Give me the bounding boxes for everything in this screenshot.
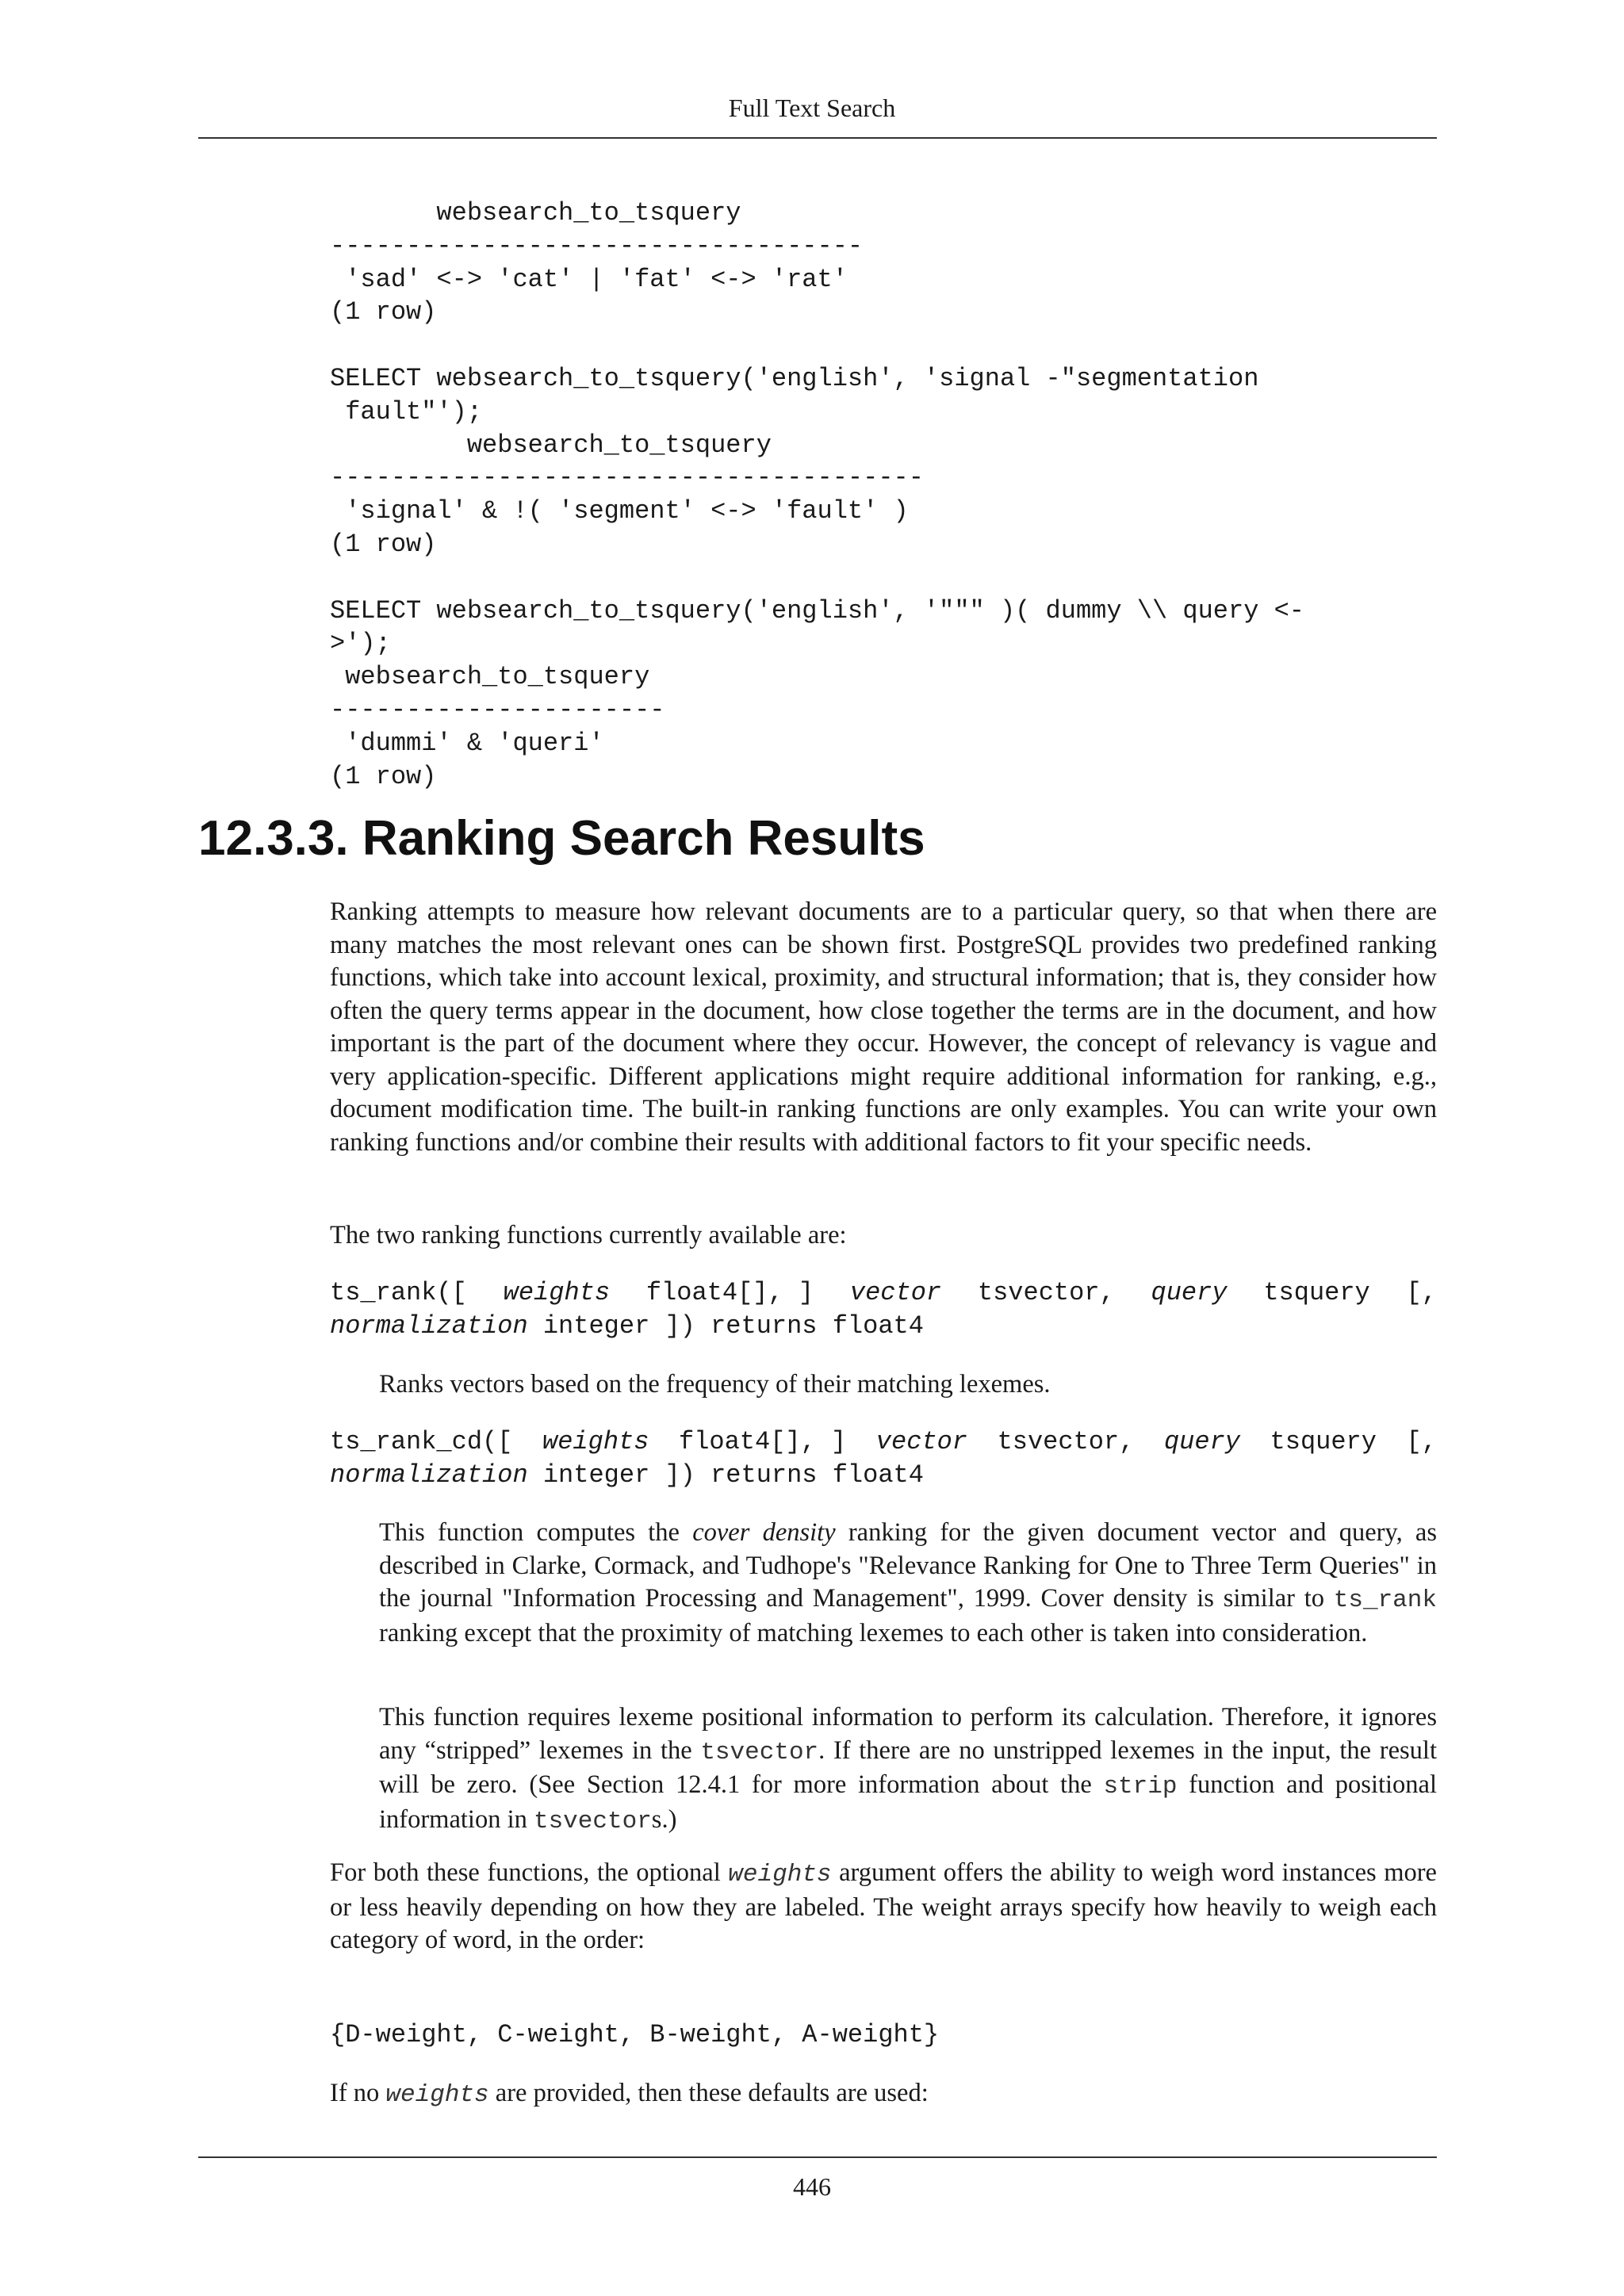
ts-rank-cd-description: This function computes the cover density ranking for the given document vector and query, as described in Clarke, Cormack, and Tudhope's "Relevance Ranking for One to Three Term Queries" in the journal "Information Processing and Management", 1999. Cover density is similar to ts_rank ranking except that the proximity of matching lexemes to each other is taken into consideration. xyxy=(379,1518,1437,1647)
param-normalization: normalization xyxy=(330,1311,528,1341)
tsvector-code: tsvector xyxy=(700,1738,819,1766)
param-weights: weights xyxy=(542,1427,649,1456)
param-vector: vector xyxy=(875,1427,967,1456)
type-weights: float4[], ] xyxy=(645,1278,814,1307)
ts-rank-cd-synopsis xyxy=(330,1425,1437,1491)
weights-paragraph: For both these functions, the optional weights argument offers the ability to weigh word instances more or less heavily depending on how they are labeled. The weight arrays specify how heavily to weigh each category of word, in the order: xyxy=(330,1858,1437,1954)
weights-order-code: {D-weight, C-weight, B-weight, A-weight} xyxy=(330,2020,940,2049)
function-name: ts_rank_cd([ xyxy=(330,1427,513,1456)
weights-code: weights xyxy=(728,1861,832,1888)
function-name: ts_rank([ xyxy=(330,1278,467,1307)
strip-code: strip xyxy=(1103,1773,1178,1800)
tsvector-code: tsvector xyxy=(533,1807,652,1835)
defaults-paragraph: If no weights are provided, then these defaults are used: xyxy=(330,2079,929,2109)
running-header: Full Text Search xyxy=(728,94,896,122)
weights-code: weights xyxy=(385,2081,489,2109)
section-title: 12.3.3. Ranking Search Results xyxy=(198,811,925,866)
type-weights: float4[], ] xyxy=(678,1427,847,1456)
type-vector: tsvector, xyxy=(997,1427,1135,1456)
page-number: 446 xyxy=(793,2172,831,2201)
positional-info-paragraph: This function requires lexeme positional information to perform its calculation. Therefore, it ignores any “stripped” lexemes in the tsvector. If there are no unstripped lexemes in the input, the result will be zero. (See Section 12.4.1 for more information about the strip function and positional information in tsvectors.) xyxy=(379,1703,1437,1835)
param-query: query xyxy=(1163,1427,1240,1456)
return-clause: integer ]) returns float4 xyxy=(542,1460,924,1490)
return-clause: integer ]) returns float4 xyxy=(542,1311,924,1341)
cover-density-term: cover density xyxy=(692,1518,836,1547)
type-query: tsquery xyxy=(1263,1278,1370,1307)
header-rule xyxy=(198,137,1437,139)
type-query: tsquery xyxy=(1270,1427,1377,1456)
param-query: query xyxy=(1151,1278,1228,1307)
functions-intro: The two ranking functions currently available are: xyxy=(330,1221,847,1249)
type-vector: tsvector, xyxy=(977,1278,1115,1307)
param-normalization: normalization xyxy=(330,1460,528,1490)
ts-rank-description: Ranks vectors based on the frequency of their matching lexemes. xyxy=(379,1370,1051,1399)
code-example: websearch_to_tsquery ----------------------------------- 'sad' <-> 'cat' | 'fat' <-> 'rat' (1 row) SELECT websearch_to_tsquery('english', 'signal -"segmentation fault"'); websearch_to_tsquery --------------------------------------- 'signal' & !( 'segment' <-> 'fault' ) (1 row) SELECT websearch_to_tsquery('english', '""" )( dummy \\ query <- >'); websearch_to_tsquery ---------------------- 'dummi' & 'queri' (1 row) xyxy=(330,198,1304,791)
ts-rank-code: ts_rank xyxy=(1333,1586,1437,1614)
param-vector: vector xyxy=(849,1278,942,1307)
param-weights: weights xyxy=(503,1278,611,1307)
optional-bracket: [, xyxy=(1406,1427,1437,1456)
optional-bracket: [, xyxy=(1406,1278,1437,1307)
ts-rank-synopsis xyxy=(330,1276,1437,1342)
footer-rule xyxy=(198,2156,1437,2158)
intro-paragraph: Ranking attempts to measure how relevant documents are to a particular query, so that when there are many matches the most relevant ones can be shown first. PostgreSQL provides two predefined ranking functions, which take into account lexical, proximity, and structural information; that is, they consider how often the query terms appear in the document, how close together the terms are in the document, and how important is the part of the document where they occur. However, the concept of relevancy is vague and very application-specific. Different applications might require additional information for ranking, e.g., document modification time. The built-in ranking functions are only examples. You can write your own ranking functions and/or combine their results with additional factors to fit your specific needs. xyxy=(330,897,1437,1157)
